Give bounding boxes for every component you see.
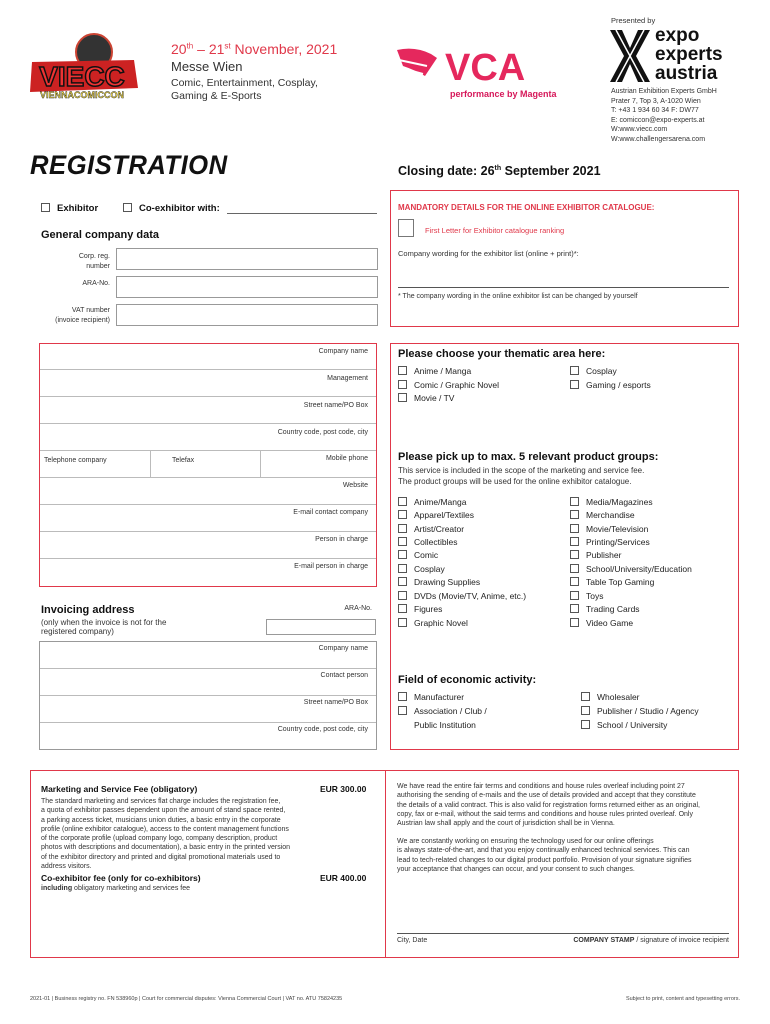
option-label: Publisher / Studio / Agency [597, 706, 699, 716]
option-label: Anime / Manga [414, 366, 472, 376]
expo-logo-line3: austria [655, 63, 718, 84]
expo-logo-line1: expo [655, 25, 700, 46]
option-label: Comic / Graphic Novel [414, 380, 500, 390]
economic-school[interactable] [581, 720, 667, 730]
checkbox[interactable] [398, 706, 407, 715]
coexhibitor-checkbox[interactable] [123, 203, 132, 212]
bottom-divider [385, 770, 386, 958]
economic-wholesaler[interactable] [581, 692, 640, 702]
desc-line: a parking access ticket, musicians union duties, a basic entry in the corporate [41, 816, 281, 824]
option-label: Anime/Manga [414, 497, 467, 507]
expo-experts-logo [610, 25, 750, 84]
option-label: Movie/Television [586, 524, 649, 534]
option-label: DVDs (Movie/TV, Anime, etc.) [414, 591, 527, 601]
economic-publisher[interactable] [581, 706, 699, 716]
product-option[interactable] [570, 537, 650, 547]
first-letter-input[interactable] [398, 219, 414, 237]
terms-line: is always state-of-the-art, and that you enjoy continually enhanced technical services. This can [397, 847, 690, 855]
vat-label [20, 306, 110, 326]
option-label: Drawing Supplies [414, 577, 481, 587]
corp-reg-label-2: number [86, 263, 110, 270]
thematic-movie-tv[interactable] [398, 393, 454, 403]
economic-manufacturer[interactable] [398, 692, 464, 702]
event-subtitle-1: Comic, Entertainment, Cosplay, [171, 77, 318, 89]
option-label: Publisher [586, 550, 622, 560]
signature-line[interactable] [397, 933, 729, 934]
option-label: Video Game [586, 618, 634, 628]
terms-line: copy, fax or e-mail, without the said terms and conditions and house rules printed overleaf. Only [397, 810, 693, 818]
option-label: Gaming / esports [586, 380, 651, 390]
website-line[interactable] [40, 504, 376, 505]
option-label: Movie / TV [414, 393, 455, 403]
checkbox[interactable] [398, 366, 407, 375]
checkbox[interactable] [398, 380, 407, 389]
tel-divider [150, 450, 151, 477]
product-option[interactable] [570, 618, 633, 628]
product-option[interactable] [570, 604, 640, 614]
address-line: W:www.viecc.com [611, 126, 668, 134]
coexhibitor-option[interactable] [123, 203, 220, 214]
option-label: Table Top Gaming [586, 577, 655, 587]
checkbox[interactable] [398, 692, 407, 701]
management-label: Management [327, 375, 368, 382]
checkbox[interactable] [570, 497, 579, 506]
inv-company-line[interactable] [40, 668, 376, 669]
option-label: Cosplay [414, 564, 445, 574]
checkbox[interactable] [398, 577, 407, 586]
exhibitor-option[interactable] [41, 203, 98, 214]
terms-line: lead to tech-related changes to our digital product portfolio. Provision of your signature signifies [397, 856, 692, 864]
ara-no-label: ARA-No. [82, 280, 110, 287]
invoicing-note-1: (only when the invoice is not for the [41, 618, 167, 627]
marketing-fee-price: EUR 300.00 [320, 784, 367, 794]
street-line[interactable] [40, 423, 376, 424]
checkbox[interactable] [398, 537, 407, 546]
checkbox[interactable] [570, 510, 579, 519]
product-option[interactable] [570, 550, 621, 560]
product-option[interactable] [398, 604, 442, 614]
address-line: Austrian Exhibition Experts GmbH [611, 88, 717, 95]
expo-logo-line2: experts [655, 44, 723, 65]
checkbox[interactable] [581, 692, 590, 701]
checkbox[interactable] [398, 618, 407, 627]
event-venue: Messe Wien [171, 59, 243, 74]
inv-street-label: Street name/PO Box [303, 699, 368, 706]
product-option[interactable] [398, 537, 457, 547]
coex-including-bold: including [41, 885, 73, 892]
person-charge-label: Person in charge [315, 536, 368, 543]
page-title: REGISTRATION [30, 150, 228, 180]
address-line: T: +43 1 934 60 34 F: DW77 [611, 107, 699, 115]
terms-paragraph-1 [397, 782, 700, 828]
desc-line: address visitors. [41, 863, 92, 871]
product-option[interactable] [398, 577, 480, 587]
option-label: Merchandise [586, 510, 635, 520]
option-label: School / University [597, 720, 668, 730]
checkbox[interactable] [570, 577, 579, 586]
terms-paragraph-2 [397, 837, 692, 874]
checkbox[interactable] [581, 720, 590, 729]
terms-line: the details of a valid contract. This is also valid for registration forms returned either as an original, [397, 801, 700, 809]
corp-reg-label-1: Corp. reg. [78, 253, 110, 260]
invoicing-note-2: registered company) [41, 627, 114, 636]
checkbox[interactable] [570, 604, 579, 613]
invoicing-ara-label: ARA-No. [344, 605, 372, 612]
checkbox[interactable] [398, 591, 407, 600]
mobile-label: Mobile phone [325, 455, 368, 462]
economic-heading: Field of economic activity: [398, 674, 537, 686]
option-label: Wholesaler [597, 692, 640, 702]
desc-line: a quota of exhibitor passes dependent upon the amount of stand space rented, [41, 807, 286, 815]
viecc-logo-sub: VIENNACOMICCON [39, 90, 125, 100]
checkbox[interactable] [398, 550, 407, 559]
corp-reg-input[interactable] [116, 248, 378, 270]
address-line: W:www.challengersarena.com [611, 135, 706, 143]
website-label: Website [342, 482, 368, 489]
terms-line: Austrian law shall apply and the court of jurisdiction shall be in Vienna. [397, 820, 615, 828]
terms-line: authorising the sending of e-mails and the use of details provided and accept that they constitute [397, 792, 696, 800]
terms-line: your acceptance that changes can occur, and your consent to such changes. [397, 865, 635, 873]
checkbox[interactable] [570, 366, 579, 375]
product-option[interactable] [570, 577, 654, 587]
vat-input[interactable] [116, 304, 378, 326]
marketing-fee-title: Marketing and Service Fee (obligatory) [41, 784, 198, 794]
telefax-label: Telefax [172, 457, 195, 464]
checkbox[interactable] [398, 564, 407, 573]
checkbox[interactable] [570, 618, 579, 627]
checkbox[interactable] [398, 510, 407, 519]
viecc-logo-text: VIECC [39, 61, 125, 92]
company-name-label: Company name [318, 348, 368, 355]
corp-reg-label [40, 252, 110, 272]
inv-company-label: Company name [318, 645, 368, 652]
coexhibitor-fee-note [41, 885, 190, 892]
ara-no-input[interactable] [116, 276, 378, 298]
phone-line[interactable] [40, 477, 376, 478]
checkbox[interactable] [570, 524, 579, 533]
vca-logo-text: VCA [445, 47, 526, 89]
city-date-label: City, Date [397, 937, 428, 944]
product-option[interactable] [570, 510, 635, 520]
thematic-gaming[interactable] [570, 380, 651, 390]
products-heading: Please pick up to max. 5 relevant product groups: [398, 451, 659, 463]
inv-contact-line[interactable] [40, 695, 376, 696]
inv-country-label: Country code, post code, city [277, 726, 368, 733]
option-label: Apparel/Textiles [414, 510, 475, 520]
email-person-label: E-mail person in charge [294, 563, 368, 570]
products-note-1: This service is included in the scope of the marketing and service fee. [398, 466, 645, 475]
thematic-cosplay[interactable] [570, 366, 617, 376]
option-label: Manufacturer [414, 692, 465, 702]
checkbox[interactable] [581, 706, 590, 715]
product-option[interactable] [398, 497, 466, 507]
product-option[interactable] [570, 591, 603, 601]
thematic-heading: Please choose your thematic area here: [398, 348, 606, 360]
stamp-bold: COMPANY STAMP [573, 937, 635, 944]
email-contact-label: E-mail contact company [293, 509, 368, 516]
general-company-heading: General company data [41, 229, 159, 241]
products-note [398, 466, 644, 487]
option-label: Comic [414, 550, 439, 560]
option-label: Artist/Creator [414, 524, 465, 534]
option-label: Printing/Services [586, 537, 650, 547]
presented-by-label: Presented by [611, 16, 656, 25]
checkbox[interactable] [570, 550, 579, 559]
wording-footnote: * The company wording in the online exhibitor list can be changed by yourself [398, 293, 638, 300]
company-stamp-label [573, 937, 729, 944]
address-line: Prater 7, Top 3, A-1020 Wien [611, 97, 701, 105]
invoicing-heading: Invoicing address [41, 604, 135, 616]
option-label: Graphic Novel [414, 618, 468, 628]
stamp-rest: / signature of invoice recipient [634, 937, 729, 944]
email-contact-line[interactable] [40, 531, 376, 532]
checkbox[interactable] [398, 497, 407, 506]
inv-street-line[interactable] [40, 722, 376, 723]
option-label: School/University/Education [586, 564, 692, 574]
option-label: Figures [414, 604, 443, 614]
telephone-label: Telephone company [44, 457, 107, 464]
country-line[interactable] [40, 450, 376, 451]
marketing-fee-desc [41, 797, 290, 871]
coexhibitor-fee-title: Co-exhibitor fee (only for co-exhibitors) [41, 873, 201, 883]
wording-label: Company wording for the exhibitor list (online + print)*: [398, 249, 579, 258]
coexhibitor-label: Co-exhibitor with: [139, 203, 220, 214]
checkbox[interactable] [398, 604, 407, 613]
closing-date: Closing date: 26th September 2021 [398, 164, 601, 178]
country-label: Country code, post code, city [277, 429, 368, 436]
product-option[interactable] [398, 591, 526, 601]
checkbox[interactable] [570, 591, 579, 600]
coex-including-rest: obligatory marketing and services fee [72, 885, 191, 892]
checkbox[interactable] [398, 393, 407, 402]
desc-line: of the exhibitor directory and printed and digital promotional materials used to [41, 853, 281, 861]
checkbox[interactable] [570, 380, 579, 389]
vat-label-1: VAT number [71, 307, 110, 314]
product-option[interactable] [398, 524, 464, 534]
terms-line: We have read the entire fair terms and conditions and house rules overleaf including point 27 [397, 783, 685, 790]
product-option[interactable] [570, 564, 692, 574]
product-option[interactable] [398, 564, 445, 574]
event-dates: 20th – 21st November, 2021 [171, 41, 338, 57]
viecc-logo [22, 30, 142, 102]
invoicing-ara-input[interactable] [266, 619, 376, 635]
checkbox[interactable] [570, 537, 579, 546]
vat-label-2: (invoice recipient) [55, 317, 110, 324]
thematic-comic[interactable] [398, 380, 499, 390]
fax-divider [260, 450, 261, 477]
option-label: Trading Cards [586, 604, 640, 614]
organizer-address [611, 87, 717, 145]
product-option[interactable] [570, 524, 648, 534]
coexhibitor-fee-price: EUR 400.00 [320, 873, 367, 883]
option-label: Cosplay [586, 366, 617, 376]
desc-line: photos with descriptions and documentation), a basic entry in the printed version [41, 844, 291, 852]
management-line[interactable] [40, 396, 376, 397]
checkbox[interactable] [398, 524, 407, 533]
inv-contact-label: Contact person [320, 672, 368, 679]
products-note-2: The product groups will be used for the online exhibitor catalogue. [398, 476, 632, 486]
exhibitor-checkbox[interactable] [41, 203, 50, 212]
address-line: E: comiccon@expo-experts.at [611, 116, 705, 124]
option-label: Collectibles [414, 537, 458, 547]
event-subtitle-2: Gaming & E-Sports [171, 90, 262, 102]
person-charge-line[interactable] [40, 558, 376, 559]
coexhibitor-name-line[interactable] [227, 213, 377, 214]
economic-association[interactable] [398, 706, 487, 716]
economic-association-cont: Public Institution [414, 720, 476, 730]
desc-line: of the corporate profile (upload company logo, company description, product [41, 835, 278, 843]
product-option[interactable] [570, 497, 653, 507]
invoicing-note [41, 618, 166, 636]
option-label: Association / Club / [414, 706, 487, 716]
terms-line: We are constantly working on ensuring the technology used for our online offerings [397, 838, 654, 845]
footer-disclaimer: Subject to print, content and typesetting errors. [625, 996, 740, 1002]
option-label: Media/Magazines [586, 497, 653, 507]
thematic-anime-manga[interactable] [398, 366, 471, 376]
street-label: Street name/PO Box [303, 402, 368, 409]
company-name-line[interactable] [40, 369, 376, 370]
desc-line: profile (online exhibitor catalogue), access to the content management functions [41, 825, 289, 833]
first-letter-label: First Letter for Exhibitor catalogue ranking [425, 226, 565, 235]
checkbox[interactable] [570, 564, 579, 573]
desc-line: The standard marketing and services flat charge includes the registration fee, [41, 798, 281, 805]
mandatory-heading: MANDATORY DETAILS FOR THE ONLINE EXHIBITOR CATALOGUE: [398, 203, 655, 212]
option-label: Toys [586, 591, 604, 601]
product-option[interactable] [398, 550, 438, 560]
product-option[interactable] [398, 618, 468, 628]
footer-legal: 2021-01 | Business registry no. FN 538960p | Court for commercial disputes: Vienna Commercial Court | VAT no. ATU 75824235 [30, 996, 343, 1002]
product-option[interactable] [398, 510, 474, 520]
vca-tagline: performance by Magenta [450, 89, 557, 99]
wording-line[interactable] [398, 287, 729, 288]
exhibitor-label: Exhibitor [57, 203, 99, 214]
